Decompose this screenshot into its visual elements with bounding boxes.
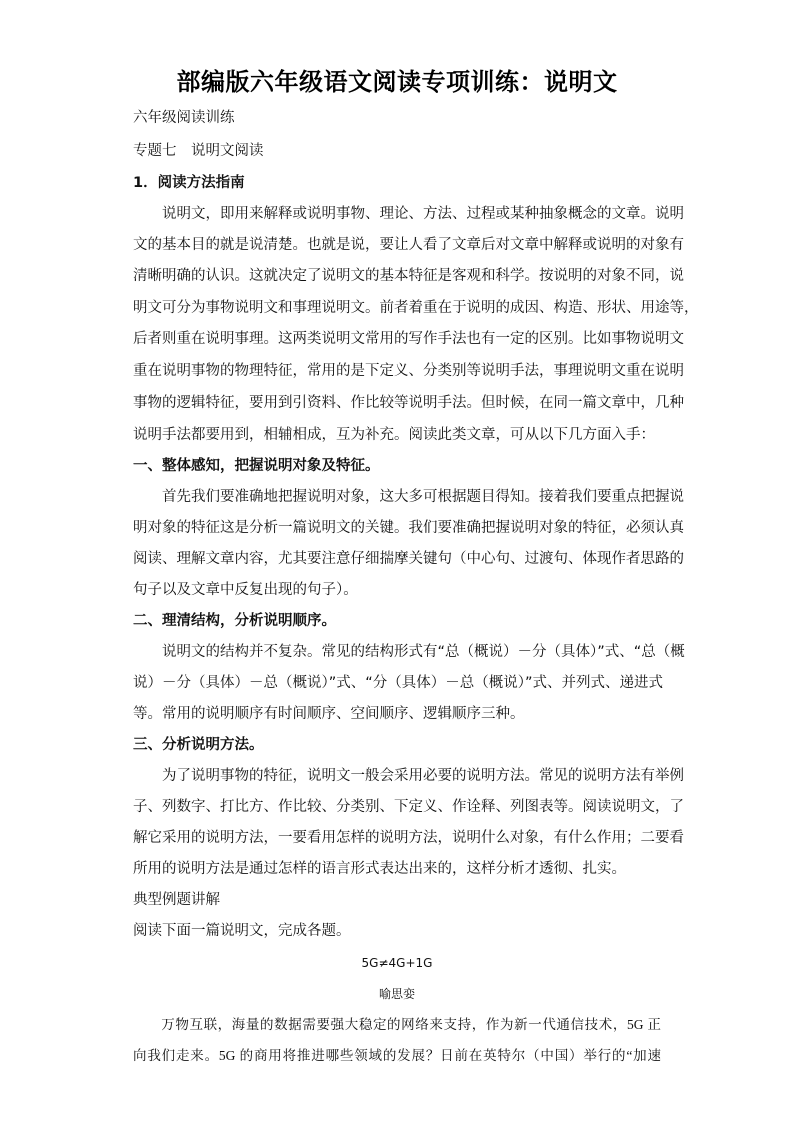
paragraph-line: 为了说明事物的特征，说明文一般会采用必要的说明方法。常见的说明方法有举例 xyxy=(133,768,684,784)
page-title: 部编版六年级语文阅读专项训练：说明文 xyxy=(176,67,618,96)
paragraph-line: 明对象的特征这是分析一篇说明文的关键。我们要准确把握说明对象的特征，必须认真 xyxy=(133,520,684,536)
paragraph-line: 句子以及文章中反复出现的句子）。 xyxy=(133,582,358,598)
paragraph-line: 事物的逻辑特征，要用到引资料、作比较等说明手法。但时候，在同一篇文章中，几种 xyxy=(133,395,684,411)
paragraph-line: 明文可分为事物说明文和事理说明文。前者着重在于说明的成因、构造、形状、用途等， xyxy=(133,300,699,316)
paragraph-line: 重在说明事物的物理特征，常用的是下定义、分类别等说明手法，事理说明文重在说明 xyxy=(133,363,684,379)
article-author: 喻思娈 xyxy=(378,987,415,1001)
article-line: 万物互联，海量的数据需要强大稳定的网络来支持，作为新一代通信技术，5G 正 xyxy=(133,1017,661,1032)
paragraph-line: 所用的说明方法是通过怎样的语言形式表达出来的，这样分析才透彻、扎实。 xyxy=(133,861,626,877)
paragraph-line: 阅读、理解文章内容，尤其要注意仔细揣摩关键句（中心句、过渡句、体现作者思路的 xyxy=(133,551,684,567)
paragraph-line: 说明手法都要用到，相辅相成，互为补充。阅读此类文章，可从以下几方面入手： xyxy=(133,427,655,443)
topic-line: 专题七 说明文阅读 xyxy=(133,143,264,159)
paragraph-line: 首先我们要准确地把握说明对象，这大多可根据题目得知。接着我们要重点把握说 xyxy=(133,489,684,505)
paragraph-line: 说明文，即用来解释或说明事物、理论、方法、过程或某种抽象概念的文章。说明 xyxy=(133,206,684,222)
paragraph-line: 清晰明确的认识。这就决定了说明文的基本特征是客观和科学。按说明的对象不同，说 xyxy=(133,268,684,284)
article-line: 向我们走来。5G 的商用将推进哪些领域的发展？日前在英特尔（中国）举行的“加速 xyxy=(133,1048,661,1063)
subtitle: 六年级阅读训练 xyxy=(133,110,235,126)
point-heading: 一、整体感知，把握说明对象及特征。 xyxy=(133,458,380,474)
section-heading: 1．阅读方法指南 xyxy=(133,175,245,191)
point-heading: 二、理清结构，分析说明顺序。 xyxy=(133,613,336,629)
paragraph-line: 文的基本目的就是说清楚。也就是说，要让人看了文章后对文章中解释或说明的对象有 xyxy=(133,237,684,253)
paragraph-line: 说）－分（具体）－总（概说）”式、“分（具体）－总（概说）”式、并列式、递进式 xyxy=(133,675,664,691)
paragraph-line: 子、列数字、打比方、作比较、分类别、下定义、作诠释、列图表等。阅读说明文，了 xyxy=(133,799,684,815)
paragraph-line: 等。常用的说明顺序有时间顺序、空间顺序、逻辑顺序三种。 xyxy=(133,706,525,722)
point-heading: 三、分析说明方法。 xyxy=(133,737,264,753)
article-title: 5G≠4G+1G xyxy=(361,956,433,970)
instruction-line: 阅读下面一篇说明文，完成各题。 xyxy=(133,923,351,939)
paragraph-line: 说明文的结构并不复杂。常见的结构形式有“总（概说）－分（具体）”式、“总（概 xyxy=(133,644,685,660)
paragraph-line: 后者则重在说明事理。这两类说明文常用的写作手法也有一定的区别。比如事物说明文 xyxy=(133,331,684,347)
paragraph-line: 解它采用的说明方法，一要看用怎样的说明方法，说明什么对象，有什么作用；二要看 xyxy=(133,830,684,846)
example-heading: 典型例题讲解 xyxy=(133,892,220,908)
